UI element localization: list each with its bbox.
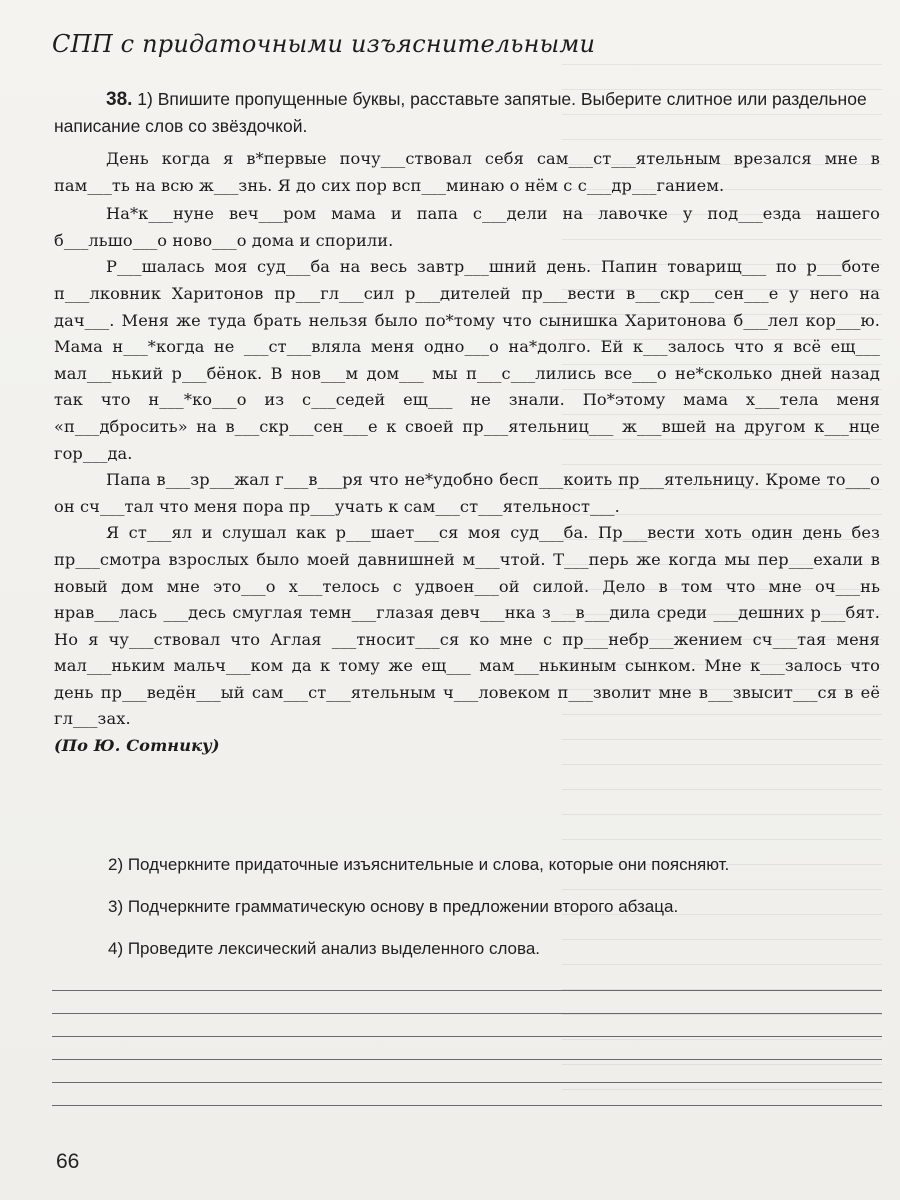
answer-lines (52, 990, 882, 1128)
answer-line[interactable] (52, 1059, 882, 1060)
questions-list (54, 853, 880, 979)
answer-line[interactable] (52, 1105, 882, 1106)
text-paragraph-3: Р___шалась моя суд___ба на весь завтр___шний день. Папин товарищ___ по р___боте п___лковник Харитонов пр___гл___сил р___дителей пр___вести в___скр___сен___е у него на дач___. Меня же туда брать нельзя было по*тому что сынишка Харитонова б___лел кор___ю. Мама н___*когда не ___ст___вляла меня одно___о на*долго. Ей к___залось что я всё ещ___ мал___нький р___бёнок. В нов___м дом___ мы п___с___лились все___о не*сколько дней назад так что н___*ко___о из с___седей ещ___ не знали. По*этому мама х___тела меня «п___дбросить» на в___скр___сен___е к своей пр___ятельниц___ ж___вшей на другом к___нце гор___да. (54, 257, 880, 463)
section-heading: СПП с придаточными изъяснительными (52, 30, 596, 58)
text-paragraph-2: На*к___нуне веч___ром мама и папа с___дели на лавочке у под___езда нашего б___льшо___о ново___о дома и спорили. (54, 204, 880, 250)
text-paragraph-4: Папа в___зр___жал г___в___ря что не*удобно бесп___коить пр___ятельницу. Кроме то___о он сч___тал что меня пора пр___учать к сам___ст___ятельност___. (54, 470, 880, 516)
answer-line[interactable] (52, 1036, 882, 1037)
answer-line[interactable] (52, 1082, 882, 1083)
task-instruction: 1) Впишите пропущенные буквы, расставьте запятые. Выберите слитное или раздельное написание слов со звёздочкой. (54, 89, 867, 136)
answer-line[interactable] (52, 1013, 882, 1014)
text-paragraph-5: Я ст___ял и слушал как р___шает___ся моя суд___ба. Пр___вести хоть один день без пр___смотра взрослых было моей давнишней м___чтой. Т___перь же когда мы пер___ехали в новый дом мне это___о х___телось с удвоен___ой силой. Дело в том что мне оч___нь нрав___лась ___десь смуглая темн___глазая девч___нка з___в___дила среди ___дешних р___бят. Но я чу___ствовал что Аглая ___тносит___ся ко мне с пр___небр___жением сч___тая меня мал___ньким мальч___ком да к тому же ещ___ мам___нькиным сынком. Мне к___залось что день пр___ведён___ый сам___ст___ятельным ч___ловеком п___зволит мне в___звысит___ся в её гл___зах. (54, 523, 880, 729)
text-attribution: (По Ю. Сотнику) (54, 736, 220, 756)
exercise-text (54, 146, 880, 760)
question-3: 3) Подчеркните грамматическую основу в предложении второго абзаца. (108, 897, 679, 916)
question-4: 4) Проведите лексический анализ выделенного слова. (108, 939, 541, 958)
task-number: 38. (106, 89, 133, 110)
question-2: 2) Подчеркните придаточные изъяснительные и слова, которые они поясняют. (108, 855, 730, 874)
answer-line[interactable] (52, 990, 882, 991)
text-paragraph-1: День когда я в*первые почу___ствовал себя сам___ст___ятельным врезался мне в пам___ть на всю ж___знь. Я до сих пор всп___минаю о нём с с___др___ганием. (54, 149, 880, 195)
task-instruction-block (54, 86, 880, 139)
page-number: 66 (56, 1150, 80, 1173)
